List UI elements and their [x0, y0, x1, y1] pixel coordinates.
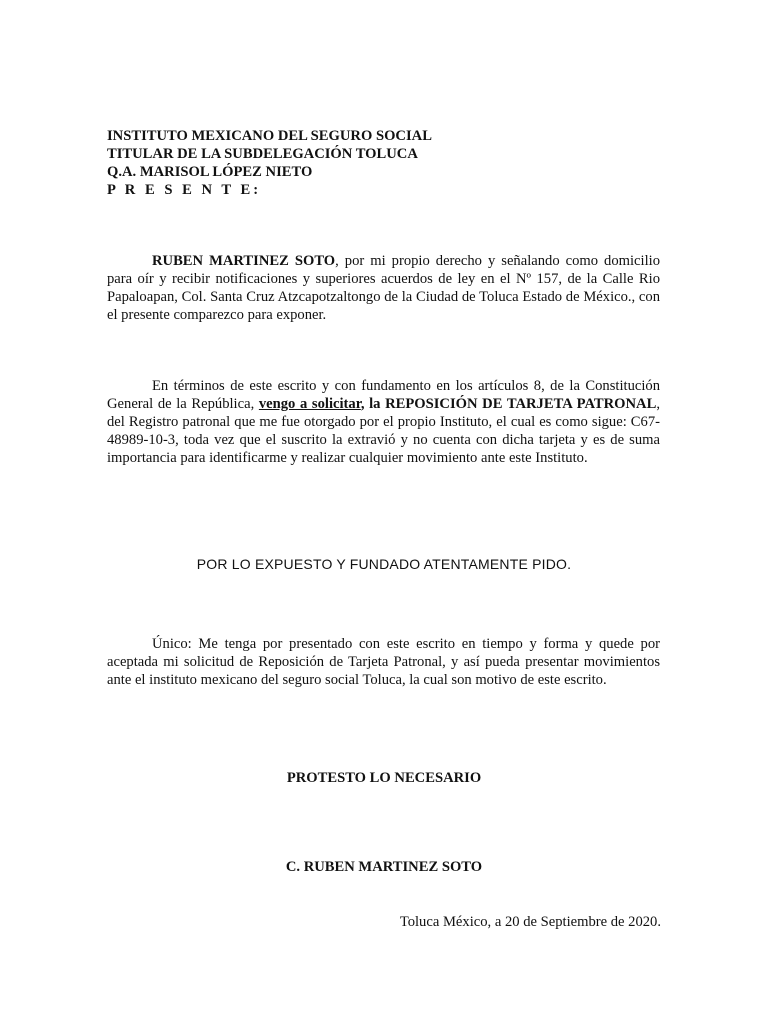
- signature-name: C. RUBEN MARTINEZ SOTO: [285, 859, 483, 875]
- petition-line: POR LO EXPUESTO Y FUNDADO ATENTAMENTE PIDO.: [196, 556, 572, 572]
- request-underlined: vengo a solicitar: [258, 396, 361, 412]
- institution-name: INSTITUTO MEXICANO DEL SEGURO SOCIAL: [107, 128, 432, 144]
- intro-text: , por mi propio derecho y señalando como domicilio para oír y recibir notificaciones y superiores acuerdos de ley en el Nº 157, de la Calle Rio Papaloapan, Col. Santa Cruz Atzcapotzaltongo de la Ciudad de Toluca Estado de México., con el presente comparezco para exponer.: [107, 253, 660, 323]
- unique-text: Único: Me tenga por presentado con este escrito en tiempo y forma y quede por aceptada mi solicitud de Reposición de Tarjeta Patronal, y así pueda presentar movimientos ante el instituto mexicano del seguro social Toluca, la cual son motivo de este escrito.: [107, 636, 660, 688]
- request-paragraph: [107, 377, 660, 467]
- unique-paragraph: [107, 635, 660, 689]
- office-title: TITULAR DE LA SUBDELEGACIÓN TOLUCA: [107, 146, 418, 162]
- intro-paragraph: [107, 252, 660, 324]
- request-text-a: En términos de este escrito y con fundamento en los artículos 8, de la Constitución General de la República,: [107, 378, 660, 412]
- date-line: Toluca México, a 20 de Septiembre de 2020.: [399, 914, 661, 930]
- protesto-line: PROTESTO LO NECESARIO: [286, 770, 482, 786]
- applicant-name: RUBEN MARTINEZ SOTO: [152, 253, 336, 269]
- presente-line: P R E S E N T E:: [107, 182, 262, 198]
- request-text-b: , del Registro patronal que me fue otorgado por el propio Instituto, el cual es como sigue: C67-48989-10-3, toda vez que el suscrito la extravió y no cuenta con dicha tarjeta y es de suma importancia para identificarme y realizar cualquier movimiento ante este Instituto.: [107, 396, 660, 466]
- recipient-name: Q.A. MARISOL LÓPEZ NIETO: [107, 164, 313, 180]
- addressee-block: [107, 127, 667, 199]
- request-bold: , la REPOSICIÓN DE TARJETA PATRONAL: [360, 396, 657, 412]
